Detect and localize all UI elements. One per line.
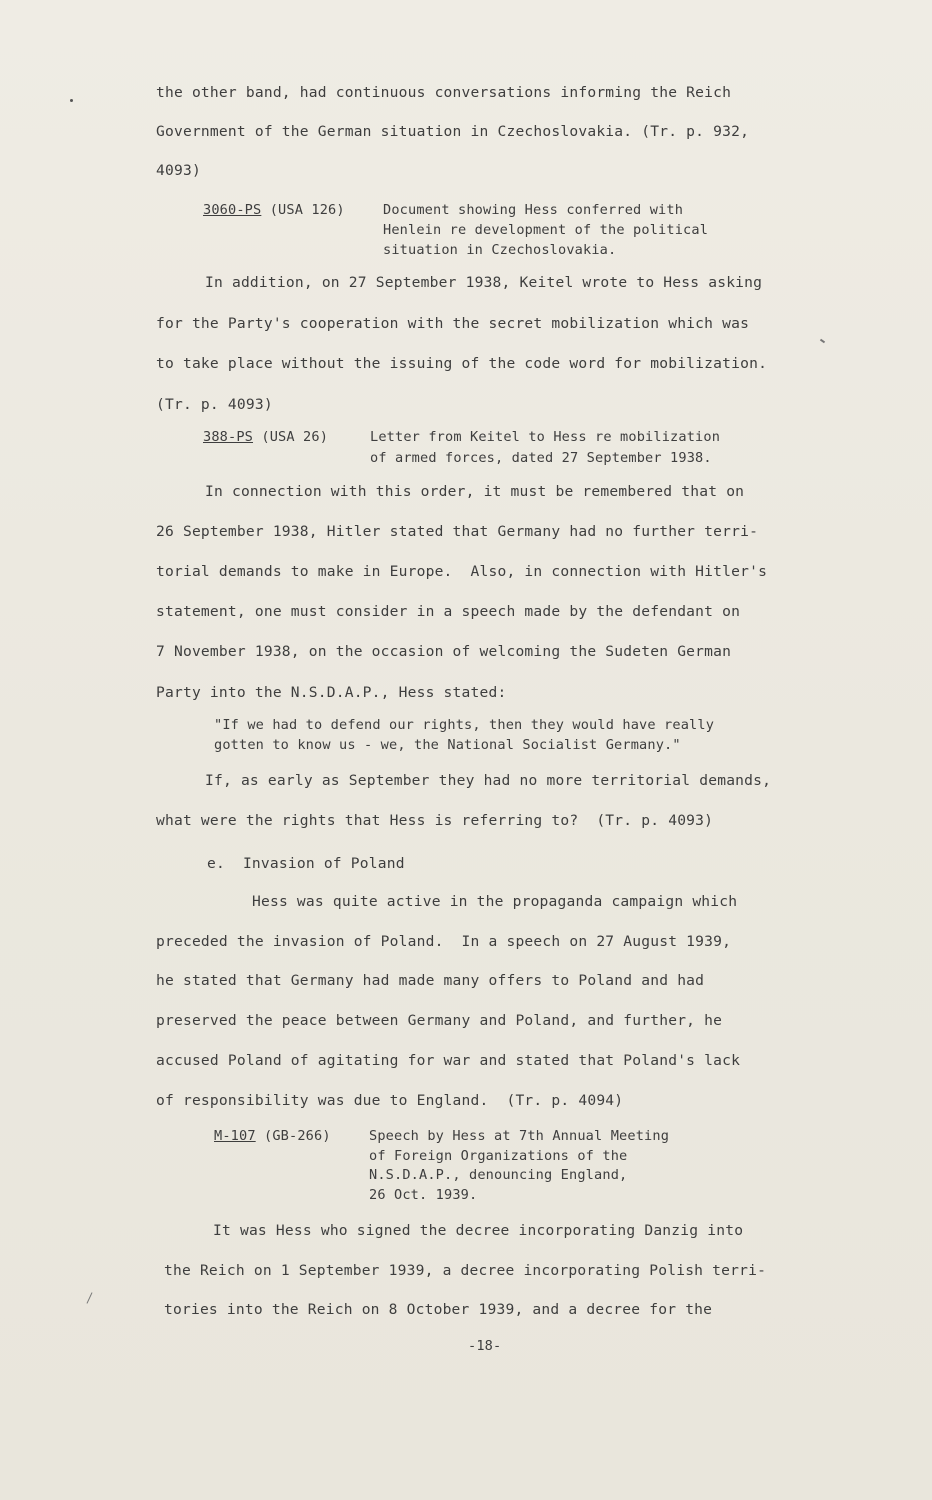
text-line: the Reich on 1 September 1939, a decree incorporating Polish terri-: [164, 1262, 767, 1279]
doc-id: M-107: [214, 1128, 256, 1144]
text-line: to take place without the issuing of the code word for mobilization.: [156, 355, 768, 372]
exhibit-description-line: of Foreign Organizations of the: [369, 1148, 628, 1164]
text-line: 4093): [156, 162, 201, 179]
exhibit-description-line: of armed forces, dated 27 September 1938.: [370, 450, 712, 466]
text-line: 7 November 1938, on the occasion of welcoming the Sudeten German: [156, 643, 732, 660]
text-line: In connection with this order, it must be remembered that on: [205, 483, 745, 500]
margin-dot: [70, 99, 73, 102]
doc-id: 388-PS: [203, 429, 254, 445]
quote-line: gotten to know us - we, the National Socialist Germany.": [214, 737, 681, 753]
margin-speck: [820, 339, 825, 344]
exhibit-description-line: Letter from Keitel to Hess re mobilization: [370, 429, 721, 445]
text-line: (Tr. p. 4093): [156, 396, 273, 413]
text-line: It was Hess who signed the decree incorporating Danzig into: [213, 1222, 744, 1239]
text-line: statement, one must consider in a speech made by the defendant on: [156, 603, 741, 620]
exhibit-description-line: situation in Czechoslovakia.: [383, 242, 617, 258]
text-line: Government of the German situation in Czechoslovakia. (Tr. p. 932,: [156, 123, 750, 140]
exhibit-doc-id: [214, 1130, 331, 1144]
text-line: accused Poland of agitating for war and stated that Poland's lack: [156, 1052, 741, 1069]
exhibit-doc-id: [203, 431, 328, 445]
text-line: what were the rights that Hess is referring to? (Tr. p. 4093): [156, 812, 714, 829]
exhibit-description-line: Henlein re development of the political: [383, 222, 709, 238]
section-heading: e. Invasion of Poland: [207, 855, 405, 872]
text-line: for the Party's cooperation with the secret mobilization which was: [156, 315, 750, 332]
page-number: -18-: [468, 1338, 502, 1354]
exhibit-description-line: Speech by Hess at 7th Annual Meeting: [369, 1128, 670, 1144]
text-line: If, as early as September they had no more territorial demands,: [205, 772, 772, 789]
margin-speck: [87, 1292, 93, 1303]
text-line: preceded the invasion of Poland. In a speech on 27 August 1939,: [156, 933, 732, 950]
doc-id: 3060-PS: [203, 202, 262, 218]
exhibit-doc-id: [203, 204, 345, 218]
text-line: 26 September 1938, Hitler stated that Germany had no further terri-: [156, 523, 759, 540]
text-line: tories into the Reich on 8 October 1939, and a decree for the: [164, 1301, 713, 1318]
exhibit-number: (USA 26): [261, 429, 329, 445]
text-line: Party into the N.S.D.A.P., Hess stated:: [156, 684, 507, 701]
text-line: of responsibility was due to England. (Tr. p. 4094): [156, 1092, 624, 1109]
exhibit-description-line: Document showing Hess conferred with: [383, 202, 684, 218]
text-line: preserved the peace between Germany and Poland, and further, he: [156, 1012, 723, 1029]
text-line: In addition, on 27 September 1938, Keitel wrote to Hess asking: [205, 274, 763, 291]
exhibit-number: (USA 126): [269, 202, 345, 218]
text-line: Hess was quite active in the propaganda campaign which: [252, 893, 738, 910]
text-line: he stated that Germany had made many offers to Poland and had: [156, 972, 705, 989]
quote-line: "If we had to defend our rights, then they would have really: [214, 717, 715, 733]
text-line: the other band, had continuous conversations informing the Reich: [156, 84, 732, 101]
exhibit-description-line: N.S.D.A.P., denouncing England,: [369, 1167, 628, 1183]
exhibit-description-line: 26 Oct. 1939.: [369, 1187, 478, 1203]
text-line: torial demands to make in Europe. Also, in connection with Hitler's: [156, 563, 768, 580]
exhibit-number: (GB-266): [264, 1128, 331, 1144]
